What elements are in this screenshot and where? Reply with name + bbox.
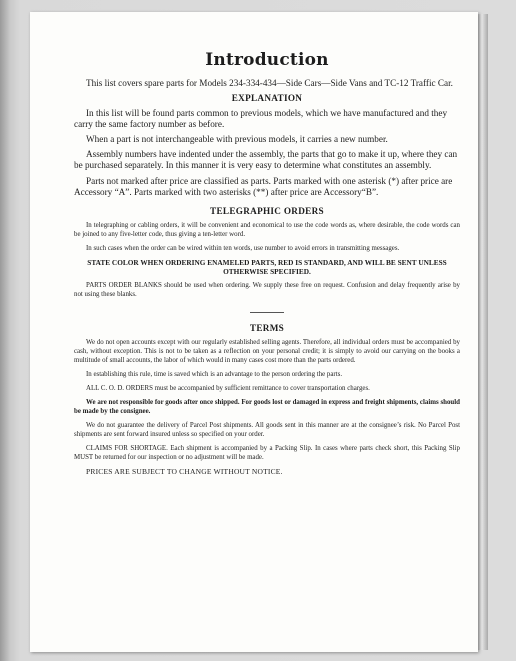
terms-paragraph: ALL C. O. D. ORDERS must be accompanied by sufficient remittance to cover transportation charges. [86,384,370,392]
color-notice: STATE COLOR WHEN ORDERING ENAMELED PARTS, RED IS STANDARD, AND WILL BE SENT UNLESS OTHERWISE SPECIFIED. [87,257,447,277]
section-divider [250,312,284,313]
order-blanks-paragraph: PARTS ORDER BLANKS should be used when ordering. We supply these free on request. Confusion and delay frequently arise by not using these blanks. [74,282,460,299]
explanation-paragraph: In this list will be found parts common to previous models, which we have manufactured and they carry the same factory number as before. [74,108,448,130]
explanation-paragraph: When a part is not interchangeable with previous models, it carries a new number. [86,134,388,145]
terms-paragraph: We do not open accounts except with our regularly established selling agents. Therefore, all individual orders must be accompanied by cash, without exception. This is not to be taken as a reflection on your personal credit; it is simply to avoid our carrying on the books a multitude of small accounts, the labor of which would in many cases cost more than the parts ordered. [74,338,460,365]
terms-heading: TERMS [249,322,285,333]
telegraphic-paragraph: In telegraphing or cabling orders, it will be convenient and economical to use the code words as, where desirable, the code words can be joined to any five-letter code, thus giving a ten-letter word. [74,221,460,239]
page-edge [478,14,488,650]
terms-paragraph: CLAIMS FOR SHORTAGE. Each shipment is accompanied by a Packing Slip. In cases where parts check short, this Packing Slip MUST be returned for our inspection or no adjustment will be made. [74,444,460,462]
page-title: Introduction [205,50,329,70]
explanation-heading: EXPLANATION [231,93,303,104]
explanation-paragraph: Parts not marked after price are classified as parts. Parts marked with one asterisk (*) after price are Accessory “A”. Parts marked with two asterisks (**) after price are Accessory“B”. [74,175,453,197]
terms-paragraph: In establishing this rule, time is saved which is an advantage to the person ordering the parts. [86,371,343,379]
responsibility-paragraph: We are not responsible for goods after once shipped. For goods lost or damaged in express and freight shipments, claims should be made by the consignee. [74,398,460,416]
document-page [30,12,478,652]
explanation-paragraph: Assembly numbers have indented under the assembly, the parts that go to make it up, where they can be purchased separately. In this manner it is very easy to determine what constitutes an assembly. [74,149,458,171]
telegraphic-heading: TELEGRAPHIC ORDERS [210,205,324,216]
intro-paragraph: This list covers spare parts for Models 234-334-434—Side Cars—Side Vans and TC-12 Traffic Car. [86,78,453,88]
terms-paragraph: We do not guarantee the delivery of Parcel Post shipments. All goods sent in this manner are at the consignee’s risk. No Parcel Post shipments are sent forward insured unless so specified on your order. [74,421,460,439]
page-content [74,50,460,477]
telegraphic-paragraph: In such cases when the order can be wired within ten words, use number to avoid errors in transmitting messages. [86,244,400,252]
price-notice: PRICES ARE SUBJECT TO CHANGE WITHOUT NOTICE. [86,467,283,476]
